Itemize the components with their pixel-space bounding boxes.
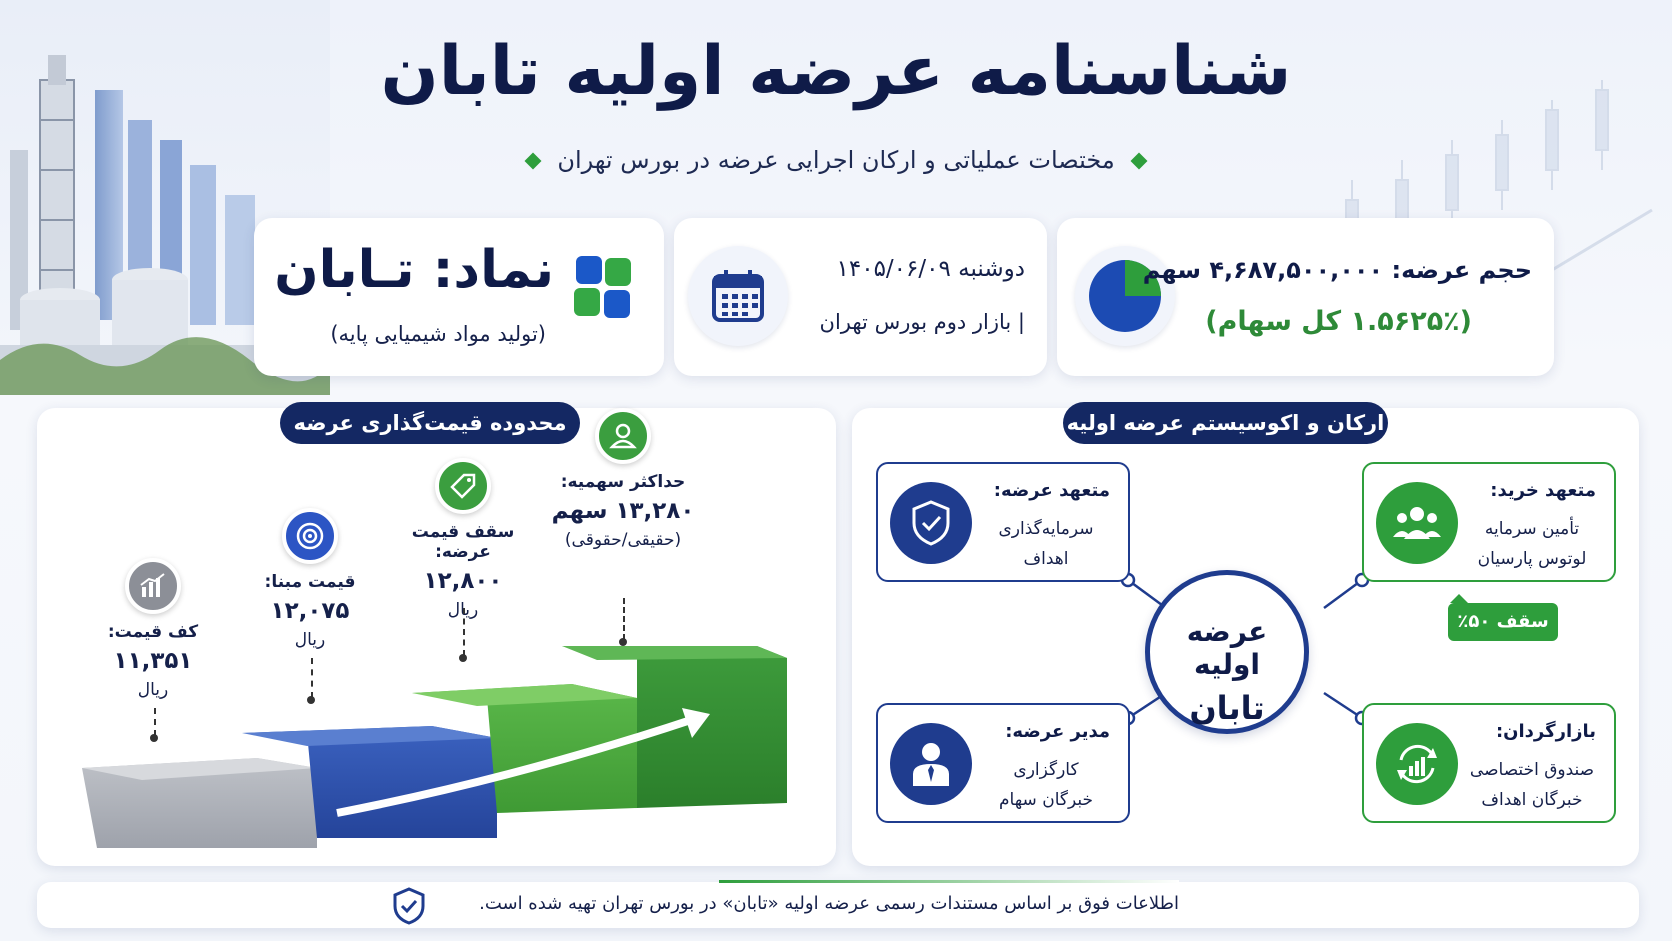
purchase-guarantor-title: متعهد خرید: xyxy=(1490,480,1596,501)
calendar-icon xyxy=(708,266,768,326)
underwriter-box xyxy=(876,462,1130,582)
market-maker-name: صندوق اختصاصی خبرگان اهداف xyxy=(1469,760,1595,810)
step-quota-badge xyxy=(595,408,651,464)
volume-card xyxy=(1057,218,1554,376)
page-subtitle xyxy=(0,146,1672,174)
businessman-icon-wrap xyxy=(890,723,972,805)
users-group-icon xyxy=(1392,503,1442,543)
market-label: | بازار دوم بورس تهران xyxy=(819,310,1025,334)
chart-bars-icon xyxy=(138,571,168,601)
refresh-chart-icon xyxy=(1393,740,1441,788)
market-maker-title: بازارگردان: xyxy=(1495,721,1596,742)
user-icon xyxy=(608,421,638,451)
price-range-panel xyxy=(37,408,836,866)
base-price-label: قیمت مبنا: ۱۲,۰۷۵ ریال xyxy=(264,572,356,650)
symbol-name: نماد: تـابان xyxy=(274,240,554,300)
price-tag-icon xyxy=(448,471,478,501)
symbol-card xyxy=(254,218,664,376)
offering-date: دوشنبه ۱۴۰۵/۰۶/۰۹ xyxy=(836,256,1025,282)
users-group-icon-wrap xyxy=(1376,482,1458,564)
ceiling-price-label: سقف قیمت عرضه: ۱۲,۸۰۰ ریال xyxy=(411,522,515,620)
shield-check-icon xyxy=(391,887,427,925)
price-floor-label: کف قیمت: ۱۱,۳۵۱ ریال xyxy=(107,622,199,700)
ecosystem-panel xyxy=(852,408,1639,866)
purchase-guarantor-name: تأمین سرمایه لوتوس پارسیان xyxy=(1477,519,1587,569)
purchase-cap-badge: سقف ۵۰٪ xyxy=(1448,603,1558,641)
footer-note xyxy=(37,882,1639,928)
shield-check-icon-wrap xyxy=(890,482,972,564)
offering-manager-box xyxy=(876,703,1130,823)
step-ceiling-badge xyxy=(435,458,491,514)
footer-text: اطلاعات فوق بر اساس مستندات رسمی عرضه اولیه «تابان» در بورس تهران تهیه شده است. xyxy=(479,893,1179,914)
center-offering-node: عرضه اولیه تابان xyxy=(1145,570,1309,734)
step-floor-badge xyxy=(125,558,181,614)
ecosystem-title: ارکان و اکوسیستم عرضه اولیه xyxy=(1063,402,1388,444)
shield-check-icon xyxy=(909,499,953,547)
refresh-chart-icon-wrap xyxy=(1376,723,1458,805)
underwriter-name: سرمایه‌گذاری اهداف xyxy=(998,519,1094,569)
offering-volume: حجم عرضه: ۴,۶۸۷,۵۰۰,۰۰۰ سهم xyxy=(1142,256,1532,284)
diamond-bullet-icon xyxy=(1130,153,1147,170)
badge-pointer xyxy=(1450,594,1468,603)
step-base-badge xyxy=(282,508,338,564)
market-maker-box xyxy=(1362,703,1616,823)
underwriter-title: متعهد عرضه: xyxy=(993,480,1110,501)
max-quota-label: حداکثر سهمیه: ۱۳,۲۸۰ سهم (حقیقی/حقوقی) xyxy=(551,472,695,550)
price-range-title: محدوده قیمت‌گذاری عرضه xyxy=(280,402,580,444)
industry-label: (تولید مواد شیمیایی پایه) xyxy=(330,322,546,346)
page-title: شناسنامه عرضه اولیه تابان xyxy=(380,32,1292,111)
businessman-icon xyxy=(909,740,953,788)
offering-manager-name: کارگزاری خبرگان سهام xyxy=(999,760,1093,810)
subtitle-text: مختصات عملیاتی و ارکان اجرایی عرضه در بورس تهران xyxy=(557,146,1115,174)
date-card xyxy=(674,218,1047,376)
volume-percent: (۱.۵۶۲۵٪ کل سهام) xyxy=(1205,306,1472,337)
calendar-icon-wrap xyxy=(688,246,788,346)
purchase-guarantor-box xyxy=(1362,462,1616,582)
diamond-bullet-icon xyxy=(525,153,542,170)
target-icon xyxy=(294,520,326,552)
taban-logo-icon xyxy=(572,254,634,320)
offering-manager-title: مدیر عرضه: xyxy=(1005,721,1110,742)
